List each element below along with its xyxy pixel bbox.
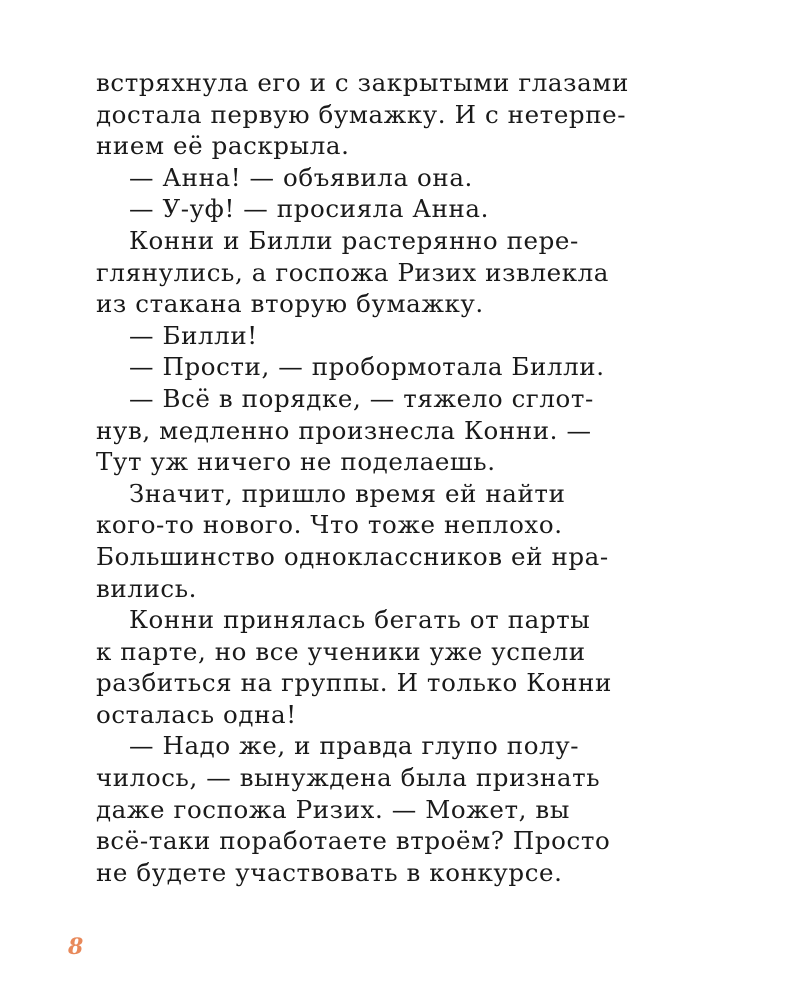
text-line: Значит, пришло время ей найти xyxy=(129,478,566,508)
text-line: осталась одна! xyxy=(96,699,297,729)
text-line: из стакана вторую бумажку. xyxy=(96,289,484,319)
text-line: Тут уж ничего не поделаешь. xyxy=(96,447,496,477)
text-line: чилось, — вынуждена была признать xyxy=(96,763,601,793)
text-line: встряхнула его и с закрытыми глазами xyxy=(96,68,629,97)
text-line: нием её раскрыла. xyxy=(96,131,350,161)
text-line: кого-то нового. Что тоже неплохо. xyxy=(96,510,563,540)
text-line: не будете участвовать в конкурсе. xyxy=(96,857,563,887)
text-line: глянулись, а госпожа Ризих извлекла xyxy=(96,257,609,287)
text-line: — У-уф! — просияла Анна. xyxy=(129,194,490,224)
text-line: — Билли! xyxy=(129,320,258,350)
text-line: — Анна! — объявила она. xyxy=(129,162,473,192)
text-line: даже госпожа Ризих. — Может, вы xyxy=(96,794,570,824)
text-line: — Всё в порядке, — тяжело сглот- xyxy=(129,383,594,413)
text-line: Большинство одноклассников ей нра- xyxy=(96,541,609,571)
text-line: — Прости, — пробормотала Билли. xyxy=(129,352,605,382)
text-line: Конни и Билли растерянно пере- xyxy=(129,225,579,255)
text-line: вились. xyxy=(96,573,198,603)
text-line: Конни принялась бегать от парты xyxy=(129,605,591,635)
page-body-text xyxy=(96,67,676,888)
text-line: разбиться на группы. И только Конни xyxy=(96,668,612,698)
text-line: к парте, но все ученики уже успели xyxy=(96,636,586,666)
text-line: всё-таки поработаете втроём? Просто xyxy=(96,826,611,856)
text-line: — Надо же, и правда глупо полу- xyxy=(129,731,580,761)
text-line: достала первую бумажку. И с нетерпе- xyxy=(96,99,627,129)
text-line: нув, медленно произнесла Конни. — xyxy=(96,415,592,445)
page-number: 8 xyxy=(68,934,84,960)
